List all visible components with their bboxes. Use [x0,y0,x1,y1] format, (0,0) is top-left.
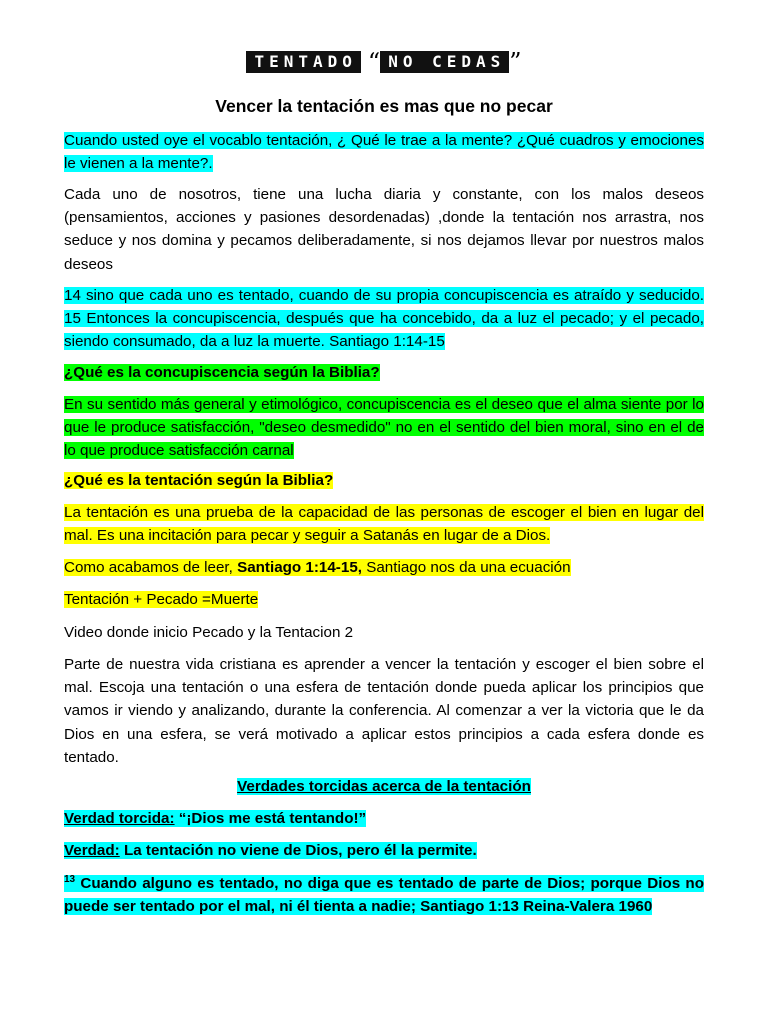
intro-question-text: Cuando usted oye el vocablo tentación, ¿ Qué le trae a la mente? ¿Qué cuadros y emociones le vienen a la mente?. [64,132,704,173]
verse-text: Cuando alguno es tentado, no diga que es tentado de parte de Dios; porque Dios no puede ser tentado por el mal, ni él tienta a nadie; Santiago 1:13 Reina-Valera 1960 [64,875,704,916]
temptation-question [64,469,704,492]
section-heading [64,775,704,798]
document-title [0,48,768,76]
intro-question-paragraph [64,129,704,175]
twisted-truth-highlight [64,810,366,827]
verse-paragraph [64,872,704,918]
equation-intro-after: Santiago nos da una ecuación [361,559,571,576]
santiago-quote-paragraph [64,284,704,354]
twisted-truth-text: “¡Dios me está tentando!” [174,810,367,827]
equation-intro-before: Como acabamos de leer, [64,559,238,576]
truth-text: La tentación no viene de Dios, pero él la permite. [119,842,477,859]
santiago-quote-text: 14 sino que cada uno es tentado, cuando de su propia concupiscencia es atraído y seducido. 15 Entonces la concupiscencia, después que ha concebido, da a luz el pecado; y el pecado, siendo consumado, da a luz la muerte. Santiago 1:14-15 [64,287,704,351]
struggle-paragraph: Cada uno de nosotros, tiene una lucha diaria y constante, con los malos deseos (pensamientos, acciones y pasiones desordenadas) ,donde la tentación nos arrastra, nos seduce y nos domina y pecamos deliberadamente, si nos dejamos llevar por nuestros malos deseos [64,186,704,273]
concupiscence-question-text: ¿Qué es la concupiscencia según la Biblia? [64,364,380,381]
equation-intro-highlight [64,559,571,576]
title-word-no-cedas: NO CEDAS [380,51,509,73]
truth-highlight [64,842,477,859]
equation-text: Tentación + Pecado =Muerte [64,591,259,608]
title-open-quote: “ [367,48,381,76]
temptation-definition [64,501,704,547]
verse-highlight [64,875,704,915]
video-note: Video donde inicio Pecado y la Tentacion 2 [64,624,354,641]
twisted-truth-label: Verdad torcida: [64,810,175,827]
truth-label: Verdad: [64,842,120,859]
document-subtitle: Vencer la tentación es mas que no pecar [215,96,553,116]
twisted-truth-line [64,807,704,830]
equation [64,588,704,611]
equation-intro [64,556,704,579]
section-heading-text: Verdades torcidas acerca de la tentación [237,778,531,795]
verse-number: 13 [64,873,76,885]
equation-intro-ref: Santiago 1:14-15, [237,559,362,576]
concupiscence-question [64,361,704,384]
title-close-quote: ” [509,48,522,76]
title-word-tentado: TENTADO [246,51,360,73]
temptation-question-text: ¿Qué es la tentación según la Biblia? [64,472,334,489]
concupiscence-definition [64,393,704,463]
christian-life-paragraph: Parte de nuestra vida cristiana es aprender a vencer la tentación y escoger el bien sobre el mal. Escoja una tentación o una esfera de tentación donde pueda aplicar los principios que vamos ir viendo y analizando, durante la conferencia. Al comenzar a ver la victoria que le da Dios en una esfera, se verá motivado a aplicar estos principios a cada esfera donde es tentado. [64,656,704,766]
concupiscence-definition-text: En su sentido más general y etimológico, concupiscencia es el deseo que el alma siente por lo que le produce satisfacción, "deseo desmedido" no en el sentido del bien moral, sino en el de lo que produce satisfacción carnal [64,396,704,460]
truth-line [64,839,704,862]
temptation-definition-text: La tentación es una prueba de la capacidad de las personas de escoger el bien en lugar del mal. Es una incitación para pecar y seguir a Satanás en lugar de a Dios. [64,504,704,545]
